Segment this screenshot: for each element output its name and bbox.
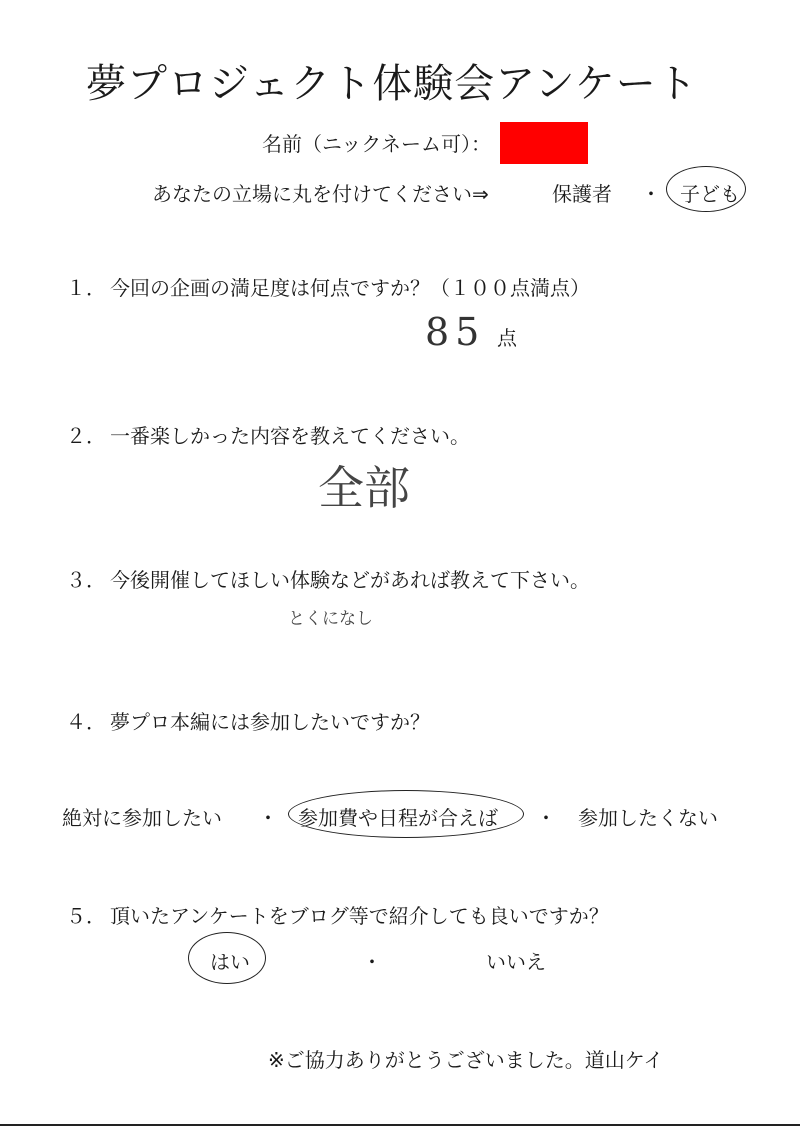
question-5	[66, 900, 609, 929]
thanks-note: ※ご協力ありがとうございました。道山ケイ	[268, 1048, 664, 1072]
question-number: １．	[66, 276, 106, 300]
question-number: ４．	[66, 710, 106, 734]
bottom-edge-line	[0, 1124, 800, 1126]
role-separator: ・	[641, 182, 661, 206]
survey-title: 夢プロジェクト体験会アンケート	[86, 61, 698, 107]
q4-option-no: 参加したくない	[578, 806, 718, 830]
answer-2-handwritten: 全部	[318, 461, 410, 515]
question-text: 一番楽しかった内容を教えてください。	[110, 424, 470, 448]
question-text: 今後開催してほしい体験などがあれば教えて下さい。	[110, 568, 590, 592]
answer-1-unit: 点	[497, 326, 517, 350]
role-option-child: 子ども	[680, 182, 740, 206]
q4-option-if-fits: 参加費や日程が合えば	[298, 806, 498, 830]
question-3	[66, 564, 590, 593]
q5-separator: ・	[362, 950, 382, 974]
question-text: 夢プロ本編には参加したいですか？	[110, 710, 430, 734]
question-text: 今回の企画の満足度は何点ですか？（１００点満点）	[110, 276, 590, 300]
name-label: 名前（ニックネーム可）：	[262, 132, 491, 156]
question-number: ３．	[66, 568, 106, 592]
role-option-guardian: 保護者	[552, 182, 612, 206]
question-number: ２．	[66, 424, 106, 448]
q4-option-definitely: 絶対に参加したい	[62, 806, 222, 830]
q4-separator: ・	[258, 806, 278, 830]
answer-1-score: 85	[425, 310, 486, 354]
hand-circle-q4	[288, 790, 524, 838]
question-2	[66, 420, 470, 449]
question-number: ５．	[66, 904, 106, 928]
hand-circle-q5	[188, 932, 266, 984]
hand-circle-child	[666, 166, 746, 212]
q4-separator: ・	[536, 806, 556, 830]
redacted-name-box	[500, 122, 588, 164]
q5-option-yes: はい	[210, 950, 250, 974]
role-prompt: あなたの立場に丸を付けてください⇒	[152, 182, 489, 206]
question-4	[66, 706, 430, 735]
question-text: 頂いたアンケートをブログ等で紹介しても良いですか？	[110, 904, 609, 928]
question-1	[66, 272, 590, 301]
answer-3-handwritten: とくになし	[288, 609, 373, 629]
q5-option-no: いいえ	[486, 950, 546, 974]
